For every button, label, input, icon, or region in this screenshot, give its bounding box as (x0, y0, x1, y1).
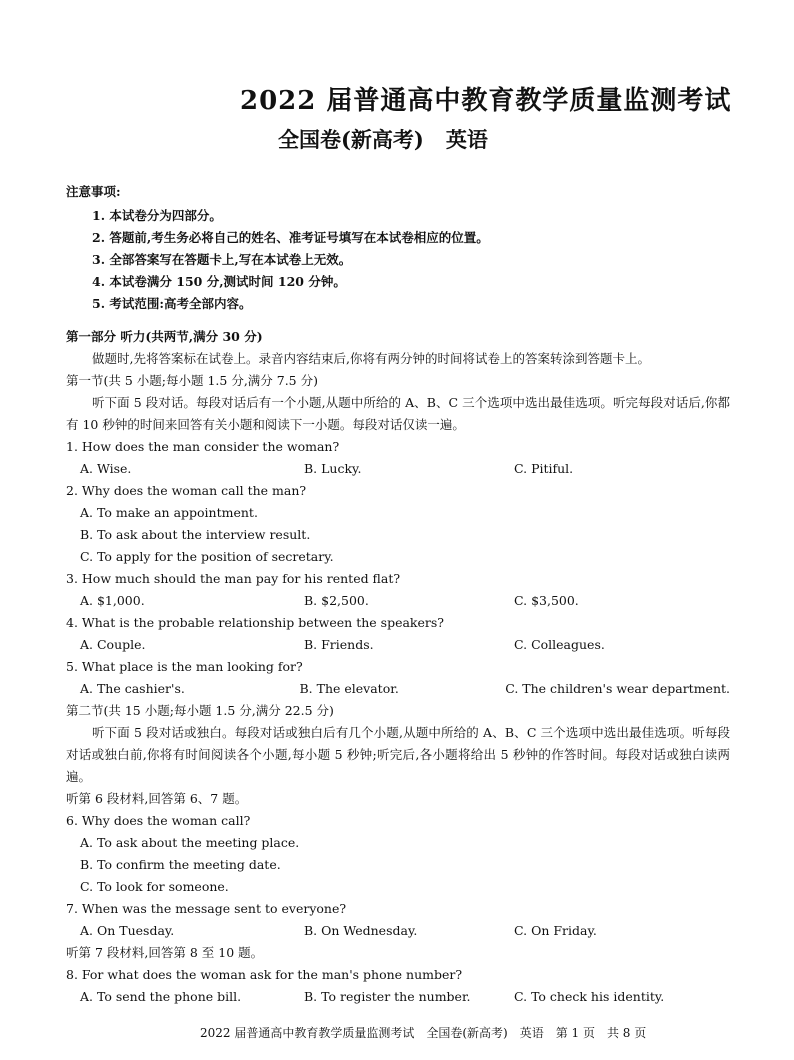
option-a[interactable]: A. $1,000. (80, 593, 145, 608)
part1-intro: 做题时,先将答案标在试卷上。录音内容结束后,你将有两分钟的时间将试卷上的答案转涂到答题卡上。 (92, 351, 650, 366)
option-a[interactable]: A. To ask about the meeting place. (80, 835, 300, 850)
option-a[interactable]: A. On Tuesday. (80, 923, 175, 938)
notice-heading: 注意事项: (66, 184, 121, 199)
options-row (66, 458, 730, 480)
question-stem: 3. How much should the man pay for his rented flat? (66, 571, 401, 586)
paper-type: 全国卷(新高考) (278, 127, 424, 152)
option-a[interactable]: A. To make an appointment. (80, 505, 258, 520)
question-stem: 5. What place is the man looking for? (66, 659, 303, 674)
options-row (66, 986, 730, 1008)
notice-item: 2. 答题前,考生务必将自己的姓名、准考证号填写在本试卷相应的位置。 (92, 230, 489, 245)
notice-item: 5. 考试范围:高考全部内容。 (92, 296, 252, 311)
option-a[interactable]: A. Couple. (80, 637, 146, 652)
option-b[interactable]: B. $2,500. (304, 593, 369, 608)
question-stem: 7. When was the message sent to everyone? (66, 901, 347, 916)
section2-instructions: 听下面 5 段对话或独白。每段对话或独白后有几个小题,从题中所给的 A、B、C 三个选项中选出最佳选项。听每段对话或独白前,你将有时间阅读各个小题,每小题 5 秒钟;听完后,各小题将给出 5 秒钟的作答时间。每段对话或独白读两遍。 (66, 725, 730, 784)
options-row (66, 634, 730, 656)
option-c[interactable]: C. Colleagues. (514, 637, 605, 652)
notice-item: 3. 全部答案写在答题卡上,写在本试卷上无效。 (92, 252, 352, 267)
subject-name: 英语 (445, 127, 488, 152)
options-row (66, 920, 730, 942)
material-note: 听第 6 段材料,回答第 6、7 题。 (66, 791, 248, 806)
exam-title: 2022 届普通高中教育教学质量监测考试 (240, 86, 732, 116)
option-c[interactable]: C. $3,500. (514, 593, 579, 608)
section1-heading: 第一节(共 5 小题;每小题 1.5 分,满分 7.5 分) (66, 373, 318, 388)
notice-item: 4. 本试卷满分 150 分,测试时间 120 分钟。 (92, 274, 346, 289)
option-a[interactable]: A. Wise. (80, 461, 132, 476)
option-b[interactable]: B. On Wednesday. (304, 923, 418, 938)
material-note: 听第 7 段材料,回答第 8 至 10 题。 (66, 945, 264, 960)
option-c[interactable]: C. On Friday. (514, 923, 597, 938)
option-a[interactable]: A. The cashier's. (80, 681, 185, 696)
question-stem: 4. What is the probable relationship between the speakers? (66, 615, 444, 630)
option-a[interactable]: A. To send the phone bill. (80, 989, 242, 1004)
part1-heading: 第一部分 听力(共两节,满分 30 分) (66, 329, 263, 344)
page-footer: 2022 届普通高中教育教学质量监测考试 全国卷(新高考) 英语 第 1 页 共 8 页 (200, 1026, 647, 1040)
section1-instructions: 听下面 5 段对话。每段对话后有一个小题,从题中所给的 A、B、C 三个选项中选出最佳选项。听完每段对话后,你都有 10 秒钟的时间来回答有关小题和阅读下一小题。每段对话仅读一遍。 (66, 395, 730, 432)
option-b[interactable]: B. To register the number. (304, 989, 471, 1004)
option-b[interactable]: B. The elevator. (299, 681, 399, 696)
option-c[interactable]: C. The children's wear department. (505, 681, 730, 696)
option-b[interactable]: B. To ask about the interview result. (80, 527, 311, 542)
option-c[interactable]: C. To check his identity. (514, 989, 665, 1004)
question-stem: 1. How does the man consider the woman? (66, 439, 340, 454)
notice-item: 1. 本试卷分为四部分。 (92, 208, 222, 223)
options-row (66, 590, 730, 612)
option-b[interactable]: B. Friends. (304, 637, 374, 652)
option-c[interactable]: C. To look for someone. (80, 879, 229, 894)
question-stem: 8. For what does the woman ask for the man's phone number? (66, 967, 463, 982)
question-stem: 6. Why does the woman call? (66, 813, 251, 828)
option-b[interactable]: B. Lucky. (304, 461, 362, 476)
exam-subtitle (278, 124, 488, 154)
option-c[interactable]: C. To apply for the position of secretary. (80, 549, 334, 564)
question-stem: 2. Why does the woman call the man? (66, 483, 307, 498)
main-content (66, 326, 730, 1008)
option-b[interactable]: B. To confirm the meeting date. (80, 857, 281, 872)
options-row (66, 678, 730, 700)
option-c[interactable]: C. Pitiful. (514, 461, 574, 476)
section2-heading: 第二节(共 15 小题;每小题 1.5 分,满分 22.5 分) (66, 703, 334, 718)
notice-section (66, 182, 489, 315)
